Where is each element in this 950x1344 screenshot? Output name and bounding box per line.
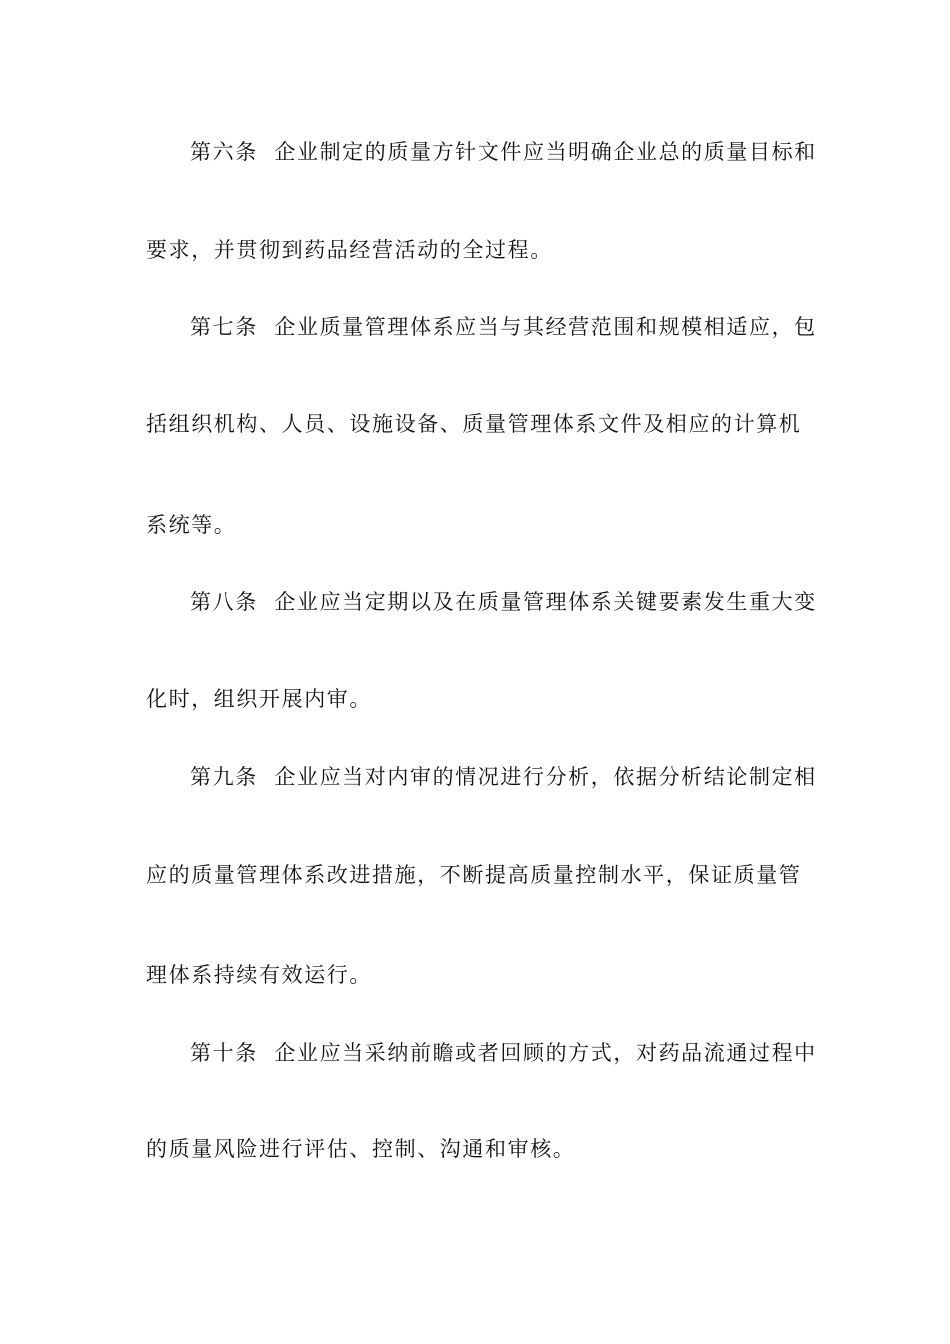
article-8-line-1 xyxy=(190,588,817,616)
article-9-line-2 xyxy=(146,861,801,889)
article-9-text-3: 理体系持续有效运行。 xyxy=(146,963,372,987)
article-8-heading: 第八条 xyxy=(190,590,258,614)
article-6-line-1 xyxy=(190,138,817,166)
article-10-heading: 第十条 xyxy=(190,1041,258,1065)
article-10-text-2: 的质量风险进行评估、控制、沟通和审核。 xyxy=(146,1137,576,1161)
article-9-text-1: 企业应当对内审的情况进行分析，依据分析结论制定相 xyxy=(274,765,817,789)
article-8-text-1: 企业应当定期以及在质量管理体系关键要素发生重大变 xyxy=(274,590,817,614)
article-8-text-2: 化时，组织开展内审。 xyxy=(146,687,372,711)
article-6-text-1: 企业制定的质量方针文件应当明确企业总的质量目标和 xyxy=(274,140,817,164)
article-7-line-3 xyxy=(146,511,236,539)
article-9-line-1 xyxy=(190,763,817,791)
article-6-text-2: 要求，并贯彻到药品经营活动的全过程。 xyxy=(146,238,553,262)
article-9-heading: 第九条 xyxy=(190,765,258,789)
article-6-line-2 xyxy=(146,236,553,264)
article-7-text-3: 系统等。 xyxy=(146,513,237,537)
article-7-text-2: 括组织机构、人员、设施设备、质量管理体系文件及相应的计算机 xyxy=(146,412,802,436)
article-7-heading: 第七条 xyxy=(190,315,258,339)
article-7-line-1 xyxy=(190,313,817,341)
article-10-line-1 xyxy=(190,1039,817,1067)
article-10-line-2 xyxy=(146,1135,575,1163)
article-10-text-1: 企业应当采纳前瞻或者回顾的方式，对药品流通过程中 xyxy=(274,1041,817,1065)
article-9-text-2: 应的质量管理体系改进措施，不断提高质量控制水平，保证质量管 xyxy=(146,863,802,887)
article-9-line-3 xyxy=(146,961,372,989)
article-8-line-2 xyxy=(146,685,372,713)
article-6-heading: 第六条 xyxy=(190,140,258,164)
article-7-line-2 xyxy=(146,410,801,438)
article-7-text-1: 企业质量管理体系应当与其经营范围和规模相适应，包 xyxy=(274,315,817,339)
